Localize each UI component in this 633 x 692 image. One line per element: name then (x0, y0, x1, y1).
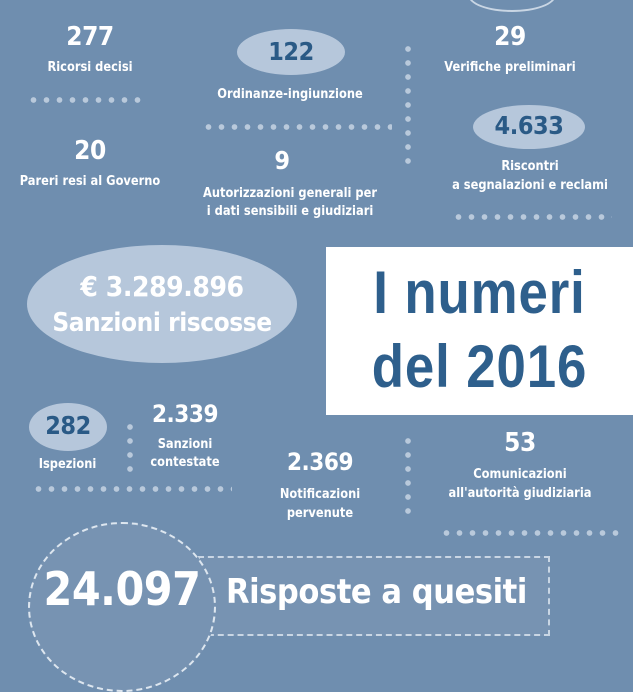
ispezioni-value: 282 (45, 411, 91, 440)
riscontri-value: 4.633 (494, 111, 564, 140)
sanzioni-riscosse-oval (27, 245, 297, 363)
dots-divider (452, 214, 612, 220)
pareri-label: Pareri resi al Governo (19, 174, 161, 189)
comunicazioni-value: 53 (504, 428, 536, 458)
notificazioni-label-1: Notificazioni (279, 487, 361, 502)
verifiche-label: Verifiche preliminari (444, 60, 576, 75)
risposte-value: 24.097 (43, 562, 201, 616)
dots-divider-vertical (405, 434, 411, 518)
dots-divider-vertical (127, 420, 133, 476)
ispezioni-label: Ispezioni (38, 457, 97, 472)
autorizzazioni-label-1: Autorizzazioni generali per (202, 186, 378, 201)
sanzioni-contestate-label-1: Sanzioni (157, 437, 213, 452)
sanzioni-riscosse-value: € 3.289.896 (80, 270, 244, 303)
sanzioni-riscosse-label: Sanzioni riscosse (52, 308, 272, 338)
title-line-1: I numeri (373, 259, 586, 326)
sanzioni-contestate-label-2: contestate (150, 455, 220, 470)
ordinanze-label: Ordinanze-ingiunzione (217, 87, 363, 102)
notificazioni-label-2: pervenute (286, 506, 354, 521)
notificazioni-value: 2.369 (286, 448, 354, 476)
title-box (326, 247, 633, 415)
autorizzazioni-label-2: i dati sensibili e giudiziari (206, 204, 374, 219)
ricorsi-value: 277 (66, 22, 114, 52)
comunicazioni-label-2: all'autorità giudiziaria (448, 486, 592, 501)
dots-divider (440, 530, 620, 536)
riscontri-label-1: Riscontri (501, 159, 559, 174)
comunicazioni-label-1: Comunicazioni (473, 467, 567, 482)
riscontri-label-2: a segnalazioni e reclami (452, 178, 608, 193)
dots-divider (202, 124, 392, 130)
risposte-label: Risposte a quesiti (226, 572, 527, 612)
ordinanze-value: 122 (268, 37, 314, 66)
title-line-2: del 2016 (371, 333, 588, 400)
top-partial-oval (468, 0, 556, 12)
sanzioni-contestate-value: 2.339 (151, 400, 219, 428)
verifiche-value: 29 (494, 22, 526, 52)
dots-divider (27, 97, 147, 103)
autorizzazioni-value: 9 (274, 146, 290, 175)
dots-divider (32, 486, 232, 492)
dots-divider-vertical (405, 42, 411, 172)
pareri-value: 20 (74, 136, 106, 166)
ricorsi-label: Ricorsi decisi (47, 60, 133, 75)
